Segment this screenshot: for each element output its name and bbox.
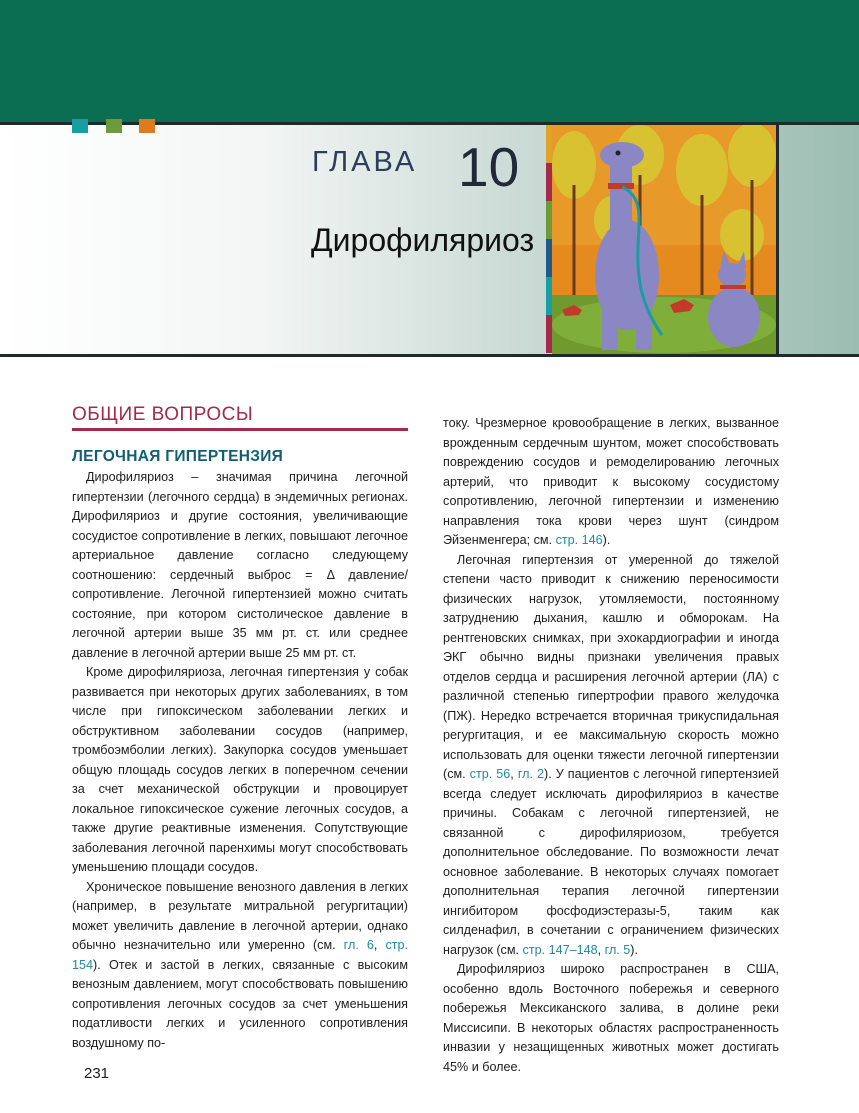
- chapter-label: ГЛАВА: [312, 146, 418, 178]
- paragraph-text: ,: [373, 938, 386, 952]
- section-title: ОБЩИЕ ВОПРОСЫ: [72, 405, 408, 431]
- page-number: 231: [84, 1065, 110, 1082]
- paragraph-text: току. Чрезмерное кровообращение в легких, вызванное врожденным сердечным шунтом, может способствовать повреждению сосудов и ремоделированию легочных артерий, что приводит к высокому сосудистому сопротивлению, легочной гипертензии и изменению направления тока крови через шунт (синдром Эйзенменгера; см.: [443, 416, 779, 547]
- cross-reference-link[interactable]: гл. 6: [343, 938, 374, 952]
- paragraph: [443, 551, 779, 961]
- paragraph: Кроме дирофиляриоза, легочная гипертензия у собак развивается при некоторых других заболеваниях, в том числе при гипоксическом заболевании легких и обструктивном заболевании сосудов (например, тромбоэмболии легких). Закупорка сосудов уменьшает общую площадь сосудов легких в поперечном сечении за счет механической обструкции и провоцирует локальное гипоксическое сужение легочных сосудов, а также другие реактивные изменения. Сопутствующие заболевания легочной паренхимы могут способствовать уменьшению площади сосудов.: [72, 665, 408, 874]
- cross-reference-link[interactable]: гл. 5: [604, 942, 631, 957]
- left-column: [72, 405, 408, 1053]
- paragraph: [443, 414, 779, 551]
- chapter-title: Дирофиляриоз: [311, 222, 535, 258]
- accent-square-orange: [139, 119, 155, 133]
- dog-and-cat-painting-image: [552, 125, 776, 354]
- header-bottom-divider: [0, 354, 859, 357]
- paragraph-text: Хроническое повышение венозного давления в легких (например, в результате митральной регургитации) может увеличить давление в легочной артерии, однако обычно незначительно или умеренно (см.: [72, 879, 408, 952]
- paragraph-text: ,: [510, 767, 518, 781]
- illustration-svg: [552, 125, 776, 354]
- paragraph-text: ). У пациентов с легочной гипертензией всегда следует исключать дирофиляриоз в качестве причины. Собакам с легочной гипертензией, не связанной с дирофиляриозом, требуется дополнительное обследование. По возможности лечат основное заболевание. В некоторых случаях помогает дополнительная терапия легочной гипертензии ингибитором фосфодиэстеразы-5, таким как силденафил, в сочетании с ограничением физических нагрузок (см.: [443, 767, 780, 957]
- paragraph: Дирофиляриоз – значимая причина легочной гипертензии (легочного сердца) в эндемичных регионах. Дирофиляриоз и другие состояния, увеличивающие сосудистое сопротивление в легких, повышают легочное артериальное давление согласно следующему соотношению: сердечный выброс = Δ давление/сопротивление. Легочной гипертензией можно считать состояние, при котором систолическое давление в легочной артерии выше 35 мм рт. ст. или среднее давление в легочной артерии выше 25 мм рт. ст.: [72, 470, 408, 660]
- accent-square-green: [106, 119, 122, 133]
- cross-reference-link[interactable]: стр. 147–148: [522, 942, 598, 957]
- paragraph-text: ,: [597, 942, 605, 957]
- subsection-title: ЛЕГОЧНАЯ ГИПЕРТЕНЗИЯ: [72, 447, 284, 465]
- paragraph: Дирофиляриоз широко распространен в США, особенно вдоль Восточного побережья и северного побережья Мексиканского залива, в долине реки Миссисипи. В некоторых областях распространенность инвазии у незащищенных животных может достигать 45% и более.: [443, 962, 779, 1074]
- cross-reference-link[interactable]: стр. 146: [555, 533, 603, 547]
- paragraph-text: ).: [602, 533, 611, 547]
- right-column: [443, 414, 779, 1077]
- paragraph: [72, 878, 408, 1054]
- cross-reference-link[interactable]: стр. 154: [72, 938, 409, 972]
- cross-reference-link[interactable]: стр. 56: [469, 767, 511, 781]
- accent-square-teal: [72, 119, 88, 133]
- paragraph-text: ). Отек и застой в легких, связанные с высоким венозным давлением, могут способствовать повышению сопротивления легочных сосудов за счет уменьшения податливости легких и усиленного сопротивления воздушному по-: [72, 957, 408, 1050]
- chapter-number: 10: [458, 136, 520, 198]
- paragraph-text: ).: [630, 942, 638, 957]
- cross-reference-link[interactable]: гл. 2: [517, 767, 545, 781]
- header-band: [0, 0, 859, 122]
- paragraph-text: Легочная гипертензия от умеренной до тяжелой степени часто приводит к снижению переносимости физических нагрузок, утомляемости, постоянному затруднению дыхания, кашлю и обморокам. На рентгеновских снимках, при эхокардиографии и иногда ЭКГ обычно видны признаки увеличения правых отделов сердца и расширения легочной артерии (ЛА) с различной степенью гипертрофии правого желудочка (ПЖ). Нередко встречается вторичная трикуспидальная регургитация, и ее максимальную скорость можно использовать для оценки тяжести легочной гипертензии (см.: [443, 552, 779, 781]
- illustration-border: [776, 125, 779, 354]
